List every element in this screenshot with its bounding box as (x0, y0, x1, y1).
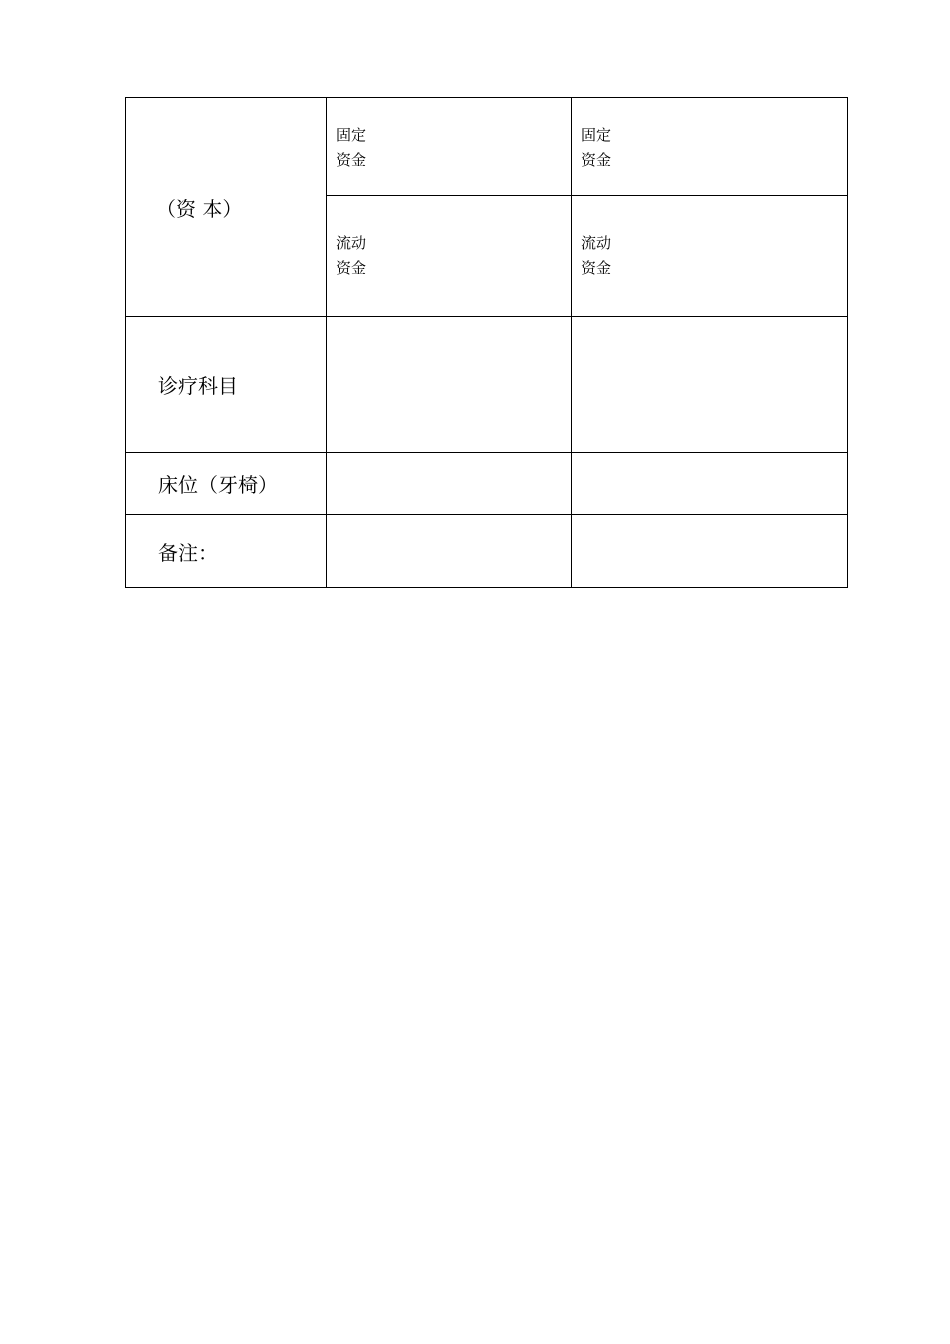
current-funds-label-line2: 资金 (336, 259, 367, 277)
departments-cell-a[interactable] (327, 317, 572, 453)
fixed-funds-label-line1: 固定 (581, 126, 612, 144)
fixed-funds-cell-b[interactable] (572, 98, 848, 196)
current-funds-label-line1: 流动 (581, 234, 612, 252)
capital-label: （资 本） (156, 196, 243, 221)
remarks-label-cell (126, 515, 327, 588)
fixed-funds-label-line1: 固定 (336, 126, 367, 144)
beds-row (126, 453, 848, 515)
current-funds-cell-a[interactable] (327, 196, 572, 317)
beds-cell-b[interactable] (572, 453, 848, 515)
capital-row-fixed (126, 98, 848, 196)
current-funds-label-line1: 流动 (336, 234, 367, 252)
capital-label-cell (126, 98, 327, 317)
beds-label: 床位（牙椅） (158, 473, 278, 497)
beds-cell-a[interactable] (327, 453, 572, 515)
departments-cell-b[interactable] (572, 317, 848, 453)
remarks-cell-b[interactable] (572, 515, 848, 588)
current-funds-cell-b[interactable] (572, 196, 848, 317)
registration-form-table (125, 97, 848, 588)
remarks-row (126, 515, 848, 588)
remarks-label: 备注： (158, 540, 218, 565)
fixed-funds-label-line2: 资金 (336, 151, 367, 169)
fixed-funds-cell-a[interactable] (327, 98, 572, 196)
departments-row (126, 317, 848, 453)
departments-label: 诊疗科目 (158, 374, 238, 398)
fixed-funds-label-line2: 资金 (581, 151, 612, 169)
beds-label-cell (126, 453, 327, 515)
departments-label-cell (126, 317, 327, 453)
remarks-cell-a[interactable] (327, 515, 572, 588)
current-funds-label-line2: 资金 (581, 259, 612, 277)
